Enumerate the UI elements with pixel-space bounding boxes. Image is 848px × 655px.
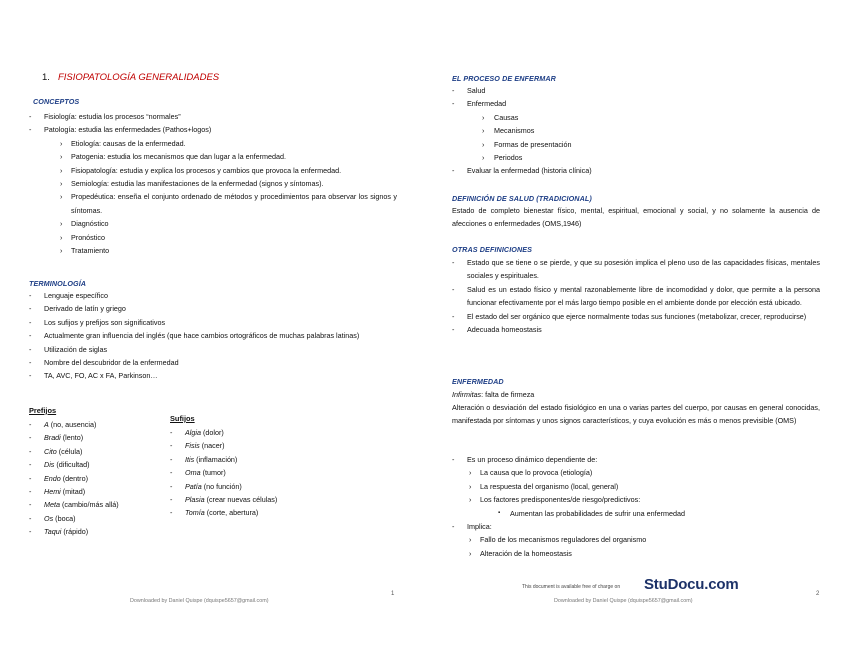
otra-definicion-item: - Salud es un estado físico y mental razonablemente libre de incomodidad y dolor, que permite a la persona funcionar efectivamente por el más largo tiempo posible en el ambiente donde por elección está ubicado. — [452, 283, 820, 310]
prefijo-item — [29, 418, 179, 431]
enfermedad-item: › Alteración de la homeostasis — [452, 547, 820, 560]
concepto-item: › Pronóstico — [29, 231, 397, 244]
prefijo-item — [29, 485, 179, 498]
sufijo-item — [170, 480, 370, 493]
section-heading-otras: OTRAS DEFINICIONES — [452, 245, 533, 254]
prefijo-item-term: A — [44, 420, 49, 429]
page-right — [424, 0, 848, 655]
sufijo-item — [170, 466, 370, 479]
otra-definicion-item: - Estado que se tiene o se pierde, y que su posesión implica el pleno uso de las capacidades físicas, mentales sociales y espirituales. — [452, 256, 820, 283]
enfermedad-item: - Implica: — [452, 520, 820, 533]
proceso-list — [452, 84, 820, 178]
concepto-item: › Propedéutica: enseña el conjunto ordenado de métodos y procedimientos para observar los signos y síntomas. — [29, 190, 397, 217]
chapter-number: 1. — [42, 72, 50, 83]
prefijo-item-term: Cito — [44, 446, 57, 456]
prefijo-item-meaning: (lento) — [60, 433, 84, 443]
enfermedad-item: › La respuesta del organismo (local, general) — [452, 480, 820, 493]
otras-list — [452, 256, 820, 336]
sufijo-item-meaning: (nacer) — [199, 441, 225, 451]
sufijo-item-meaning: (tumor) — [200, 468, 226, 478]
prefijo-item-meaning: (no, ausencia) — [48, 420, 97, 429]
enfermedad-item: ▪ Aumentan las probabilidades de sufrir una enfermedad — [452, 507, 820, 520]
proceso-item: › Causas — [452, 111, 820, 124]
page-number: 2 — [816, 591, 820, 597]
terminologia-item: - Nombre del descubridor de la enfermedad — [29, 356, 397, 369]
concepto-item: › Tratamiento — [29, 244, 397, 257]
sufijo-item-term: Itis — [185, 454, 195, 464]
prefijo-item-meaning: (célula) — [56, 446, 83, 456]
prefijo-item-term: Os — [44, 513, 54, 523]
concepto-item: › Fisiopatología: estudia y explica los procesos y cambios que provoca la enfermedad. — [29, 164, 397, 177]
prefijo-item-meaning: (dificultad) — [54, 460, 90, 470]
otra-definicion-item: - El estado del ser orgánico que ejerce normalmente todas sus funciones (metabolizar, crecer, reproducirse) — [452, 310, 820, 323]
concepto-item: - Fisiología: estudia los procesos “normales” — [29, 110, 397, 123]
sufijo-item — [170, 506, 370, 519]
sufijo-item-term: Plasia — [185, 495, 205, 505]
sufijo-item — [170, 426, 370, 439]
definicion-text: Estado de completo bienestar físico, mental, espiritual, emocional y social, y no solamente la ausencia de afecciones o enfermedades (OMS,1946) — [452, 206, 820, 229]
prefijo-item-meaning: (mitad) — [60, 487, 86, 497]
sufijo-item-term: Patía — [185, 481, 202, 491]
enfermedad-item: - Es un proceso dinámico dependiente de: — [452, 453, 820, 466]
concepto-item: - Patología: estudia las enfermedades (Pathos+logos) — [29, 123, 397, 136]
enfermedad-item: › La causa que lo provoca (etiología) — [452, 466, 820, 479]
download-footer: Downloaded by Daniel Quispe (dquispe5657@gmail.com) — [130, 598, 269, 604]
terminologia-item: - Lenguaje específico — [29, 289, 397, 302]
prefijo-item-meaning: (rápido) — [61, 527, 89, 537]
enfermedad-text: Alteración o desviación del estado fisiológico en una o varias partes del cuerpo, por causas en general conocidas, manifestada por síntomas y unos signos característicos, y cuya evolución es más o menos previsible (OMS) — [452, 403, 820, 426]
proceso-item: - Salud — [452, 84, 820, 97]
sufijo-item-term: Algia — [185, 428, 201, 437]
sufijo-item — [170, 439, 370, 452]
section-heading-definicion: DEFINICIÓN DE SALUD (TRADICIONAL) — [452, 194, 592, 203]
section-heading-enfermedad: ENFERMEDAD — [452, 377, 504, 386]
section-heading-terminologia: TERMINOLOGÍA — [29, 279, 87, 288]
chapter-title — [42, 72, 219, 83]
sufijo-item-meaning: (crear nuevas células) — [204, 495, 278, 505]
terminologia-list — [29, 289, 397, 383]
prefijo-item-term: Bradi — [44, 433, 61, 443]
concepto-item: › Etiología: causas de la enfermedad. — [29, 137, 397, 150]
proceso-item: - Evaluar la enfermedad (historia clínica) — [452, 164, 820, 177]
section-heading-proceso: EL PROCESO DE ENFERMAR — [452, 74, 556, 83]
studocu-logo: StuDocu.com — [644, 576, 739, 593]
sufijo-item-term: Oma — [185, 468, 201, 478]
sufijos-list — [170, 426, 370, 520]
page-number: 1 — [391, 591, 395, 597]
sufijo-item-meaning: (dolor) — [200, 428, 224, 437]
prefijos-heading: Prefijos — [29, 406, 57, 415]
prefijo-item — [29, 431, 179, 444]
infirmitas-term: Infirmitas — [452, 390, 482, 399]
proceso-item: › Mecanismos — [452, 124, 820, 137]
download-footer: Downloaded by Daniel Quispe (dquispe5657@gmail.com) — [554, 598, 693, 604]
proceso-item: › Formas de presentación — [452, 138, 820, 151]
prefijo-item — [29, 525, 179, 538]
enfermedad-item: › Los factores predisponentes/de riesgo/predictivos: — [452, 493, 820, 506]
infirmitas-rest: : falta de firmeza — [481, 390, 535, 399]
chapter-title-text: FISIOPATOLOGÍA GENERALIDADES — [57, 72, 220, 83]
prefijo-item-meaning: (cambio/más allá) — [59, 500, 119, 510]
prefijo-item-meaning: (boca) — [53, 513, 76, 523]
proceso-item: › Periodos — [452, 151, 820, 164]
prefijo-item-meaning: (dentro) — [60, 473, 88, 483]
prefijo-item — [29, 512, 179, 525]
prefijo-item — [29, 472, 179, 485]
terminologia-item: - Actualmente gran influencia del inglés (que hace cambios ortográficos de muchas palabras latinas) — [29, 329, 397, 342]
concepto-item: › Semiología: estudia las manifestaciones de la enfermedad (signos y síntomas). — [29, 177, 397, 190]
sufijos-heading: Sufijos — [170, 414, 195, 423]
enfermedad-list — [452, 440, 820, 560]
terminologia-item: - Utilización de siglas — [29, 343, 397, 356]
sufijo-item — [170, 453, 370, 466]
enfermedad-item: › Fallo de los mecanismos reguladores del organismo — [452, 533, 820, 546]
section-heading-conceptos: CONCEPTOS — [33, 97, 80, 106]
prefijo-item-term: Hemi — [44, 487, 61, 497]
terminologia-item: - Derivado de latín y griego — [29, 302, 397, 315]
concepto-item: › Patogenia: estudia los mecanismos que dan lugar a la enfermedad. — [29, 150, 397, 163]
terminologia-item: - Los sufijos y prefijos son significativos — [29, 316, 397, 329]
sufijo-item-meaning: (inflamación) — [194, 454, 238, 464]
infirmitas-line — [452, 388, 820, 401]
terminologia-item: - TA, AVC, FO, AC x FA, Parkinson… — [29, 369, 397, 382]
sufijo-item-meaning: (no función) — [201, 481, 242, 491]
concepto-item: › Diagnóstico — [29, 217, 397, 230]
sufijo-item-term: Tomía — [185, 508, 205, 518]
sufijo-item-term: Fisis — [185, 441, 200, 451]
prefijo-item — [29, 458, 179, 471]
prefijo-item — [29, 445, 179, 458]
sufijo-item — [170, 493, 370, 506]
prefijo-item-term: Meta — [44, 500, 60, 510]
studocu-small-text: This document is available free of charge on — [522, 584, 621, 590]
otra-definicion-item: - Adecuada homeostasis — [452, 323, 820, 336]
sufijo-item-meaning: (corte, abertura) — [204, 508, 259, 518]
conceptos-list — [29, 110, 397, 257]
prefijos-list — [29, 418, 179, 539]
prefijo-item-term: Dis — [44, 460, 55, 470]
proceso-item: - Enfermedad — [452, 97, 820, 110]
prefijo-item — [29, 498, 179, 511]
prefijo-item-term: Endo — [44, 473, 61, 483]
prefijo-item-term: Taqui — [44, 527, 62, 537]
